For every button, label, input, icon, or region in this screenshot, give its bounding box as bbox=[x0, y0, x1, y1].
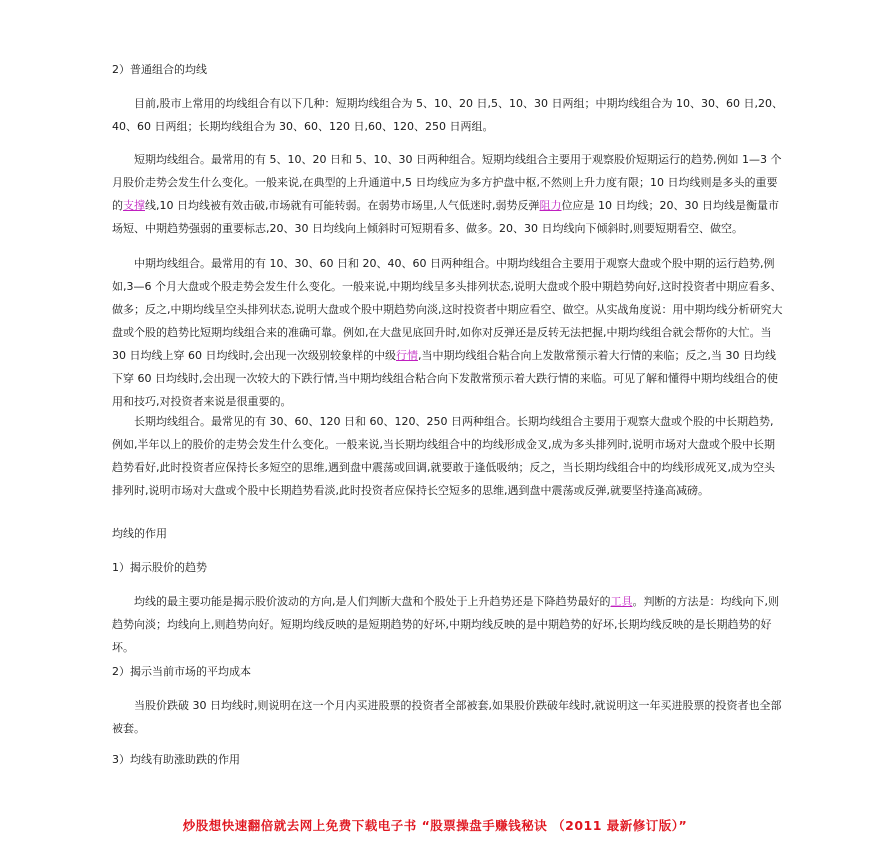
subheading-rise-fall: 3）均线有助涨助跌的作用 bbox=[112, 753, 240, 766]
trend-text-1: 均线的最主要功能是揭示股价波动的方向,是人们判断大盘和个股处于上升趋势还是下降趋势最好的 bbox=[134, 595, 611, 608]
paragraph-long-term: 长期均线组合。最常见的有 30、60、120 日和 60、120、250 日两种组合。长期均线组合主要用于观察大盘或个股的中长期趋势,例如,半年以上的股价的走势会发生什么变化。一般来说,当长期均线组合中的均线形成金叉,成为多头排列时,说明市场对大盘或个股中长期趋势看好,此时投资者应保持长多短空的思维,遇到盘中震荡或回调,就要敢于逢低吸纳；反之，当长期均线组合中的均线形成死叉,成为空头排列时,说明市场对大盘或个股中长期趋势看淡,此时投资者应保持长空短多的思维,遇到盘中震荡或反弹,就要坚持逢高减磅。 bbox=[112, 415, 775, 497]
paragraph-trend bbox=[112, 590, 784, 659]
short-term-text-2: 线,10 日均线被有效击破,市场就有可能转弱。在弱势市场里,人气低迷时,弱势反弹 bbox=[145, 199, 540, 212]
link-resistance[interactable]: 阻力 bbox=[539, 199, 562, 212]
paragraph-average-cost: 当股价跌破 30 日均线时,则说明在这一个月内买进股票的投资者全部被套,如果股价跌破年线时,就说明这一年买进股票的投资者也全部被套。 bbox=[112, 699, 782, 735]
section-heading-ordinary-combos: 2）普通组合的均线 bbox=[112, 63, 207, 76]
mid-term-text-1: 中期均线组合。最常用的有 10、30、60 日和 20、40、60 日两种组合。中期均线组合主要用于观察大盘或个股中期的运行趋势,例如,3—6 个月大盘或个股走势会发生什么变化。一般来说,中期均线呈多头排列状态,说明大盘或个股中期趋势向好,这时投资者中期应看多、做多；反之,中期均线呈空头排列状态,说明大盘或个股中期趋势向淡,这时投资者中期应看空、做空。从实战角度说：用中期均线分析研究大盘或个股的趋势比短期均线组合来的准确可靠。例如,在大盘见底回升时,如你对反弹还是反转无法把握,中期均线组合就会帮你的大忙。当 30 日均线上穿 60 日均线时,会出现一次级别较象样的中级 bbox=[112, 257, 783, 362]
trend-text-2: 。判断的方法是：均线向下,则趋势向淡；均线向上,则趋势向好。短期均线反映的是短期趋势的好坏,中期均线反映的是中期趋势的好坏,长期均线反映的是长期趋势的好坏。 bbox=[112, 595, 779, 654]
section-heading-ma-role: 均线的作用 bbox=[112, 527, 167, 540]
subheading-average-cost: 2）揭示当前市场的平均成本 bbox=[112, 665, 251, 678]
link-support[interactable]: 支撑 bbox=[123, 199, 145, 212]
short-term-text-3: 位应是 10 日均线；20、30 日均线是衡量市场短、中期趋势强弱的重要标志,20、30 日均线向上倾斜时可短期看多、做多。20、30 日均线向下倾斜时,则要短期看空、做空。 bbox=[112, 199, 779, 235]
subheading-trend: 1）揭示股价的趋势 bbox=[112, 561, 207, 574]
mid-term-text-2: ,当中期均线组合粘合向上发散常预示着大行情的来临；反之,当 30 日均线下穿 60 日均线时,会出现一次较大的下跌行情,当中期均线组合粘合向下发散常预示着大跌行情的来临。可见了解和懂得中期均线组合的使用和技巧,对投资者来说是很重要的。 bbox=[112, 349, 778, 408]
paragraph-mid-term bbox=[112, 252, 784, 413]
link-tool[interactable]: 工具 bbox=[610, 595, 633, 608]
link-market[interactable]: 行情 bbox=[395, 349, 418, 362]
footer-promo: 炒股想快速翻倍就去网上免费下载电子书 “股票操盘手赚钱秘诀 （2011 最新修订版）” bbox=[182, 818, 688, 833]
paragraph-short-term bbox=[112, 148, 784, 240]
paragraph-intro: 目前,股市上常用的均线组合有以下几种：短期均线组合为 5、10、20 日,5、10、30 日两组；中期均线组合为 10、30、60 日,20、40、60 日两组；长期均线组合为 30、60、120 日,60、120、250 日两组。 bbox=[112, 97, 783, 133]
short-term-text-1: 短期均线组合。最常用的有 5、10、20 日和 5、10、30 日两种组合。短期均线组合主要用于观察股价短期运行的趋势,例如 1—3 个月股价走势会发生什么变化。一般来说,在典型的上升通道中,5 日均线应为多方护盘中枢,不然则上升力度有限；10 日均线则是多头的重要的 bbox=[112, 153, 782, 212]
